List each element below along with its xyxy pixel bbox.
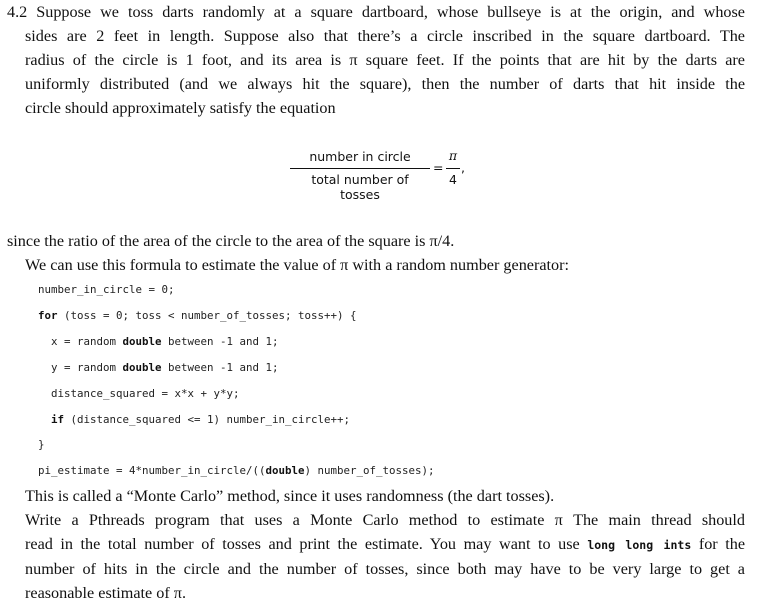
code-line-2	[38, 309, 357, 323]
equation-rhs-bar	[446, 168, 460, 169]
since-sentence: since the ratio of the area of the circle to the area of the square is π/4.	[7, 232, 455, 250]
code-keyword-for: for	[38, 309, 58, 322]
code-keyword-double: double	[265, 464, 305, 477]
write-line-2	[25, 532, 745, 557]
intro-rest	[7, 24, 745, 120]
write-line-2-tail: for the	[698, 535, 746, 553]
code-line-3	[51, 335, 279, 349]
problem-intro	[7, 0, 745, 120]
equation-equals: =	[433, 160, 444, 175]
write-line-1: Write a Pthreads program that uses a Monte Carlo method to estimate π The main thread should	[25, 511, 745, 529]
write-line-3: number of hits in the circle and the number of tosses, since both may have to be very large to get a	[25, 560, 745, 578]
code-line-6-rest: (distance_squared <= 1) number_in_circle++;	[70, 413, 351, 426]
code-line-4-b: between -1 and 1;	[161, 361, 279, 374]
code-keyword-double: double	[122, 335, 162, 348]
write-line-4: reasonable estimate of π.	[25, 584, 186, 602]
code-keyword-if: if	[51, 413, 65, 426]
equation-rhs-numerator: π	[448, 148, 458, 163]
code-line-4-a: y = random	[51, 361, 123, 374]
equation-fraction-bar	[290, 168, 430, 169]
intro-line-2: sides are 2 feet in length. Suppose also that there’s a circle inscribed in the square dartboard. The	[25, 27, 745, 45]
code-line-8-b: ) number_of_tosses);	[304, 464, 435, 477]
code-line-3-b: between -1 and 1;	[161, 335, 279, 348]
monte-carlo-sentence: This is called a “Monte Carlo” method, since it uses randomness (the dart tosses).	[25, 487, 555, 505]
code-keyword-double: double	[122, 361, 162, 374]
equation-denominator: total number of tosses	[311, 172, 409, 202]
equation-rhs-denominator: 4	[449, 172, 457, 187]
we-can-sentence: We can use this formula to estimate the value of π with a random number generator:	[25, 256, 570, 274]
code-line-1: number_in_circle = 0;	[38, 283, 175, 296]
intro-line-3: radius of the circle is 1 foot, and its area is π square feet. If the points that are hit by the darts are	[25, 51, 745, 69]
equation-numerator: number in circle	[309, 149, 411, 164]
equation-comma: ,	[461, 160, 465, 175]
code-line-8-a: pi_estimate = 4*number_in_circle/((	[38, 464, 266, 477]
code-line-6	[51, 413, 350, 427]
intro-line-4: uniformly distributed (and we always hit the square), then the number of darts that hit inside the	[25, 75, 745, 93]
intro-line-1: 4.2 Suppose we toss darts randomly at a square dartboard, whose bullseye is at the origin, and whose	[7, 3, 745, 21]
code-line-4	[51, 361, 279, 375]
code-line-3-a: x = random	[51, 335, 123, 348]
inline-code-long-long-ints: long long ints	[587, 538, 692, 552]
code-line-8	[38, 464, 435, 478]
code-line-5: distance_squared = x*x + y*y;	[51, 387, 240, 400]
write-line-2-text: read in the total number of tosses and print the estimate. You may want to use	[25, 535, 580, 553]
write-paragraph	[25, 508, 745, 605]
intro-line-5: circle should approximately satisfy the equation	[25, 99, 336, 117]
code-line-2-rest: (toss = 0; toss < number_of_tosses; toss++) {	[64, 309, 357, 322]
code-line-7: }	[38, 438, 45, 451]
